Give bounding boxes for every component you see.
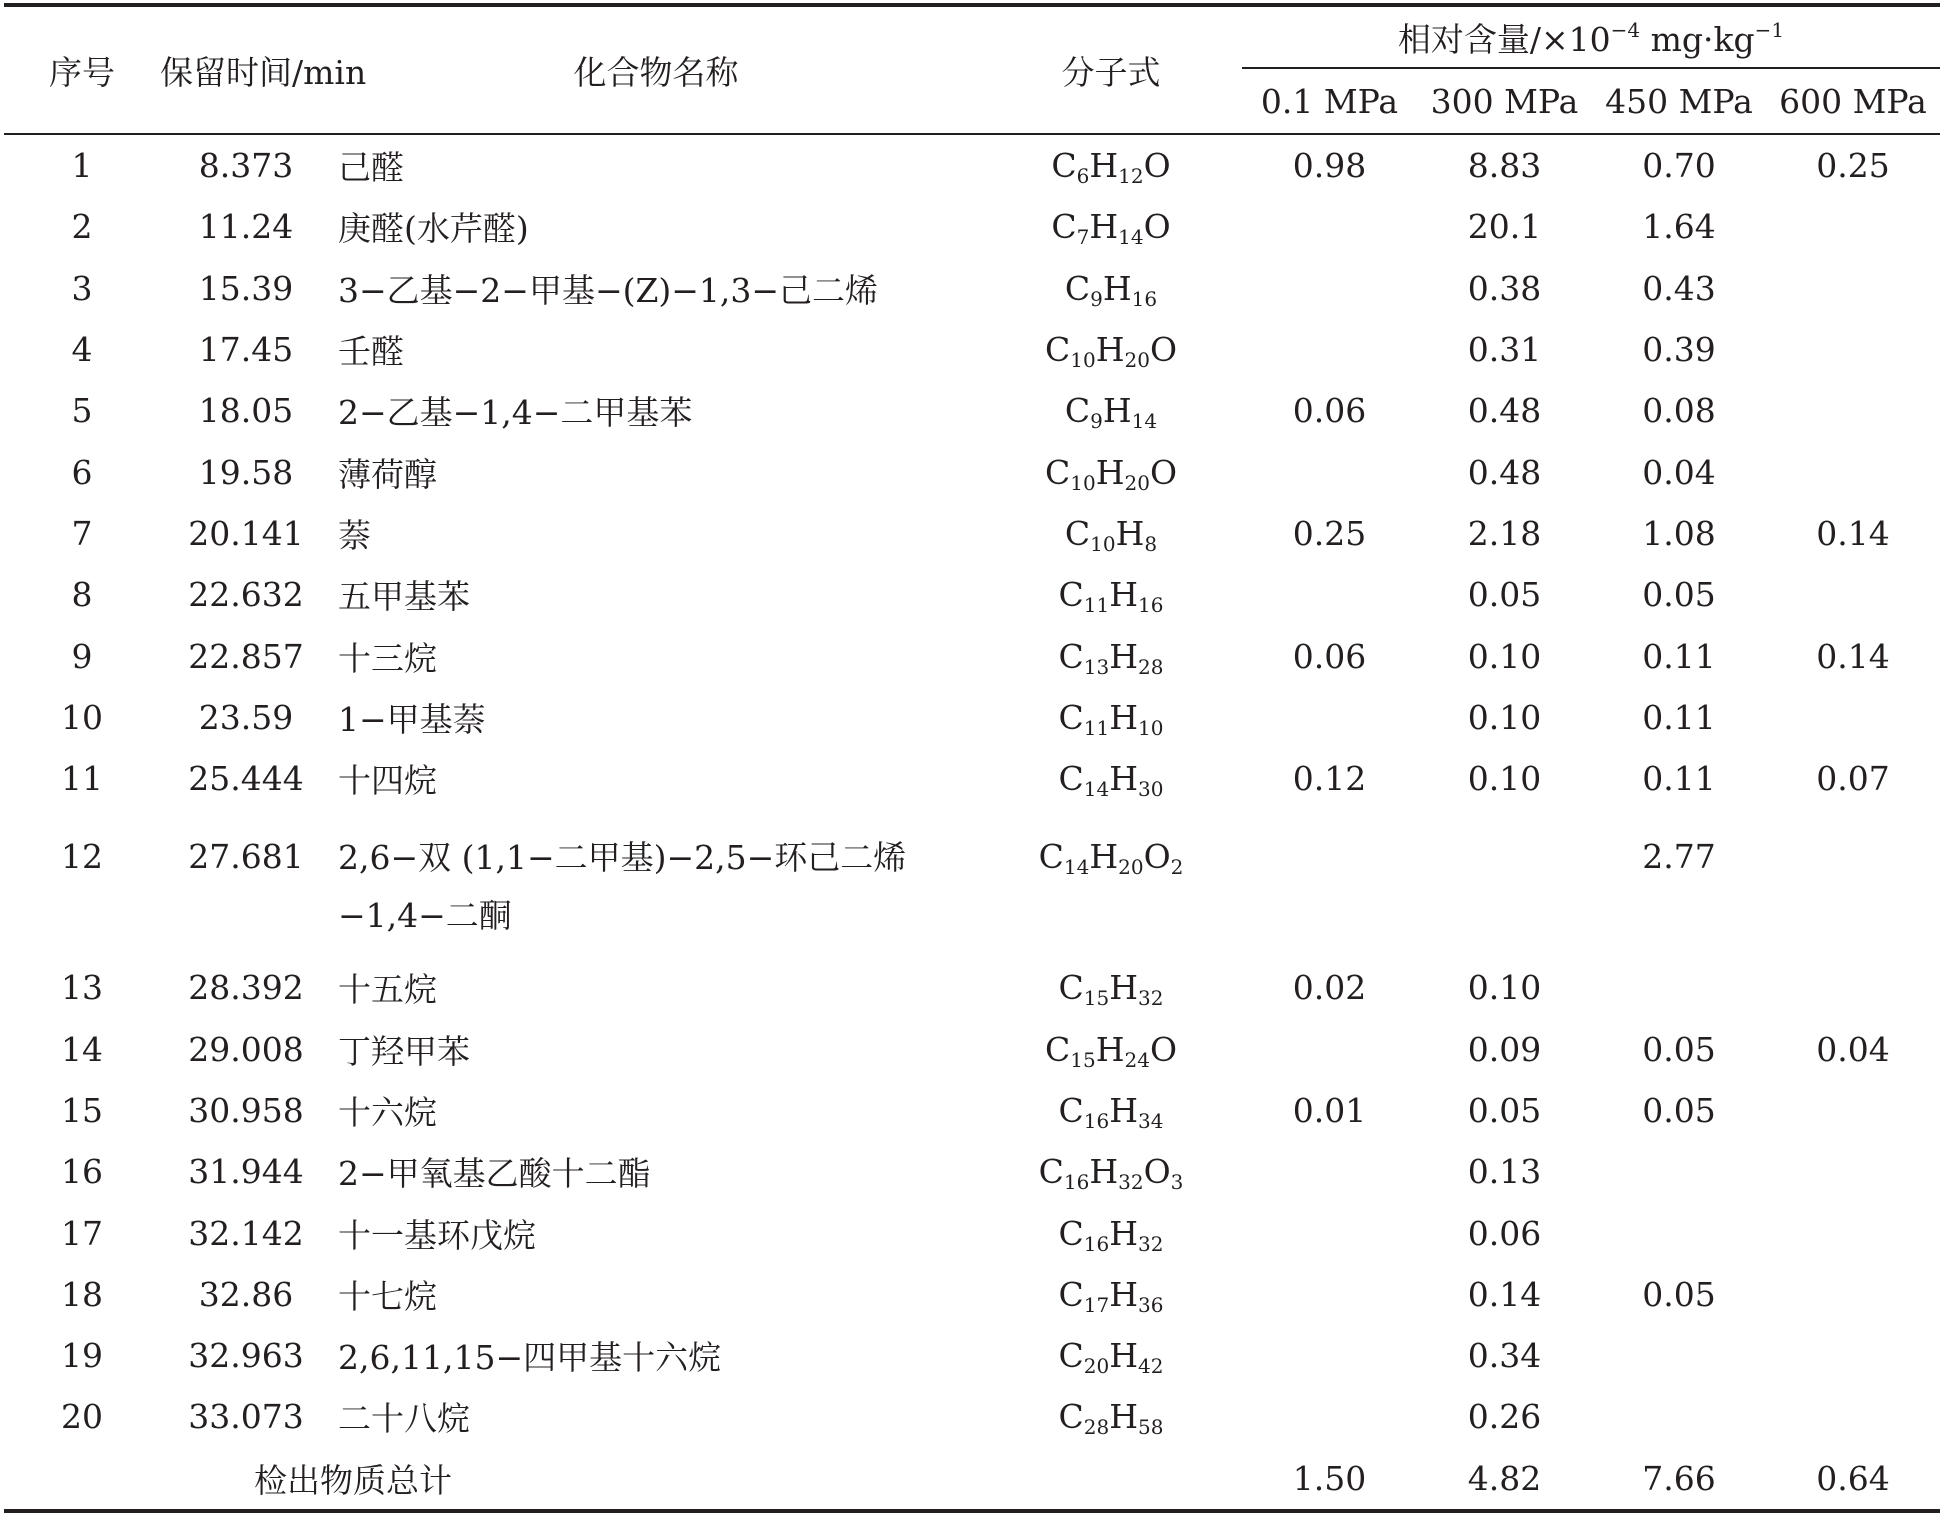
row-value-1: 0.10	[1467, 759, 1542, 799]
row-value-1: 0.48	[1467, 391, 1542, 431]
formula-element: O	[1149, 452, 1177, 492]
header-pressure-0: 0.1 MPa	[1242, 68, 1417, 134]
row-value-3	[1766, 564, 1940, 625]
row-compound-name: 1−甲基萘	[338, 699, 486, 739]
row-index: 5	[71, 391, 93, 431]
formula-subscript: 28	[1083, 1415, 1110, 1440]
row-formula	[980, 687, 1242, 748]
formula-element: C	[1058, 759, 1084, 799]
formula-subscript: 20	[1083, 1354, 1110, 1379]
row-value-2	[1592, 1141, 1766, 1202]
formula-element: O	[1143, 1152, 1171, 1192]
formula-element: H	[1109, 575, 1139, 615]
row-value-3: 0.25	[1816, 146, 1890, 186]
formula-subscript: 7	[1076, 225, 1090, 250]
row-index: 1	[71, 146, 93, 186]
row-value-1	[1417, 809, 1592, 957]
formula-subscript: 24	[1124, 1047, 1150, 1072]
row-compound-name: 3−乙基−2−甲基−(Z)−1,3−己二烯	[338, 270, 879, 310]
formula-element: C	[1051, 207, 1077, 247]
formula-element: H	[1089, 837, 1119, 877]
row-compound-name: 十一基环戊烷	[338, 1215, 536, 1255]
row-value-0	[1242, 1264, 1417, 1325]
row-index: 14	[61, 1029, 103, 1069]
formula-subscript: 32	[1138, 1231, 1164, 1256]
formula-subscript: 36	[1138, 1292, 1164, 1317]
formula-subscript: 58	[1138, 1415, 1164, 1440]
row-retention-time: 19.58	[198, 452, 294, 492]
row-index: 15	[61, 1091, 103, 1130]
table-row	[4, 1386, 1940, 1447]
row-retention-time: 32.963	[188, 1336, 304, 1376]
row-value-3	[1766, 1080, 1940, 1141]
formula-subscript: 6	[1076, 164, 1090, 189]
row-value-2: 0.04	[1642, 452, 1716, 492]
row-value-2	[1592, 1325, 1766, 1386]
row-formula	[980, 134, 1242, 196]
formula-element: H	[1109, 759, 1139, 799]
formula-subscript: 14	[1131, 409, 1158, 434]
row-formula	[980, 1080, 1242, 1141]
row-value-2: 1.08	[1642, 513, 1716, 553]
formula-element: C	[1064, 513, 1091, 553]
total-value-0: 1.50	[1292, 1458, 1367, 1498]
formula-subscript: 42	[1138, 1354, 1164, 1379]
row-value-3	[1766, 809, 1940, 957]
formula-element: H	[1089, 146, 1119, 186]
row-retention-time: 28.392	[188, 968, 304, 1008]
row-value-2: 0.05	[1642, 575, 1716, 615]
formula-subscript: 14	[1083, 777, 1110, 802]
row-value-2	[1592, 957, 1766, 1018]
row-value-2: 1.64	[1642, 207, 1716, 247]
formula-element: C	[1058, 1397, 1084, 1437]
row-value-0: 0.25	[1292, 513, 1367, 553]
formula-element: H	[1109, 1336, 1139, 1376]
row-compound-name: 2,6,11,15−四甲基十六烷	[338, 1338, 722, 1378]
row-value-1: 0.09	[1467, 1029, 1542, 1069]
row-formula	[980, 1325, 1242, 1386]
row-value-1: 0.13	[1467, 1152, 1542, 1192]
formula-element: C	[1064, 268, 1091, 308]
formula-subscript: 20	[1124, 470, 1150, 495]
formula-element: H	[1109, 968, 1139, 1008]
row-value-2: 0.70	[1642, 146, 1716, 186]
row-index: 8	[71, 575, 93, 615]
formula-element: H	[1095, 1029, 1125, 1069]
row-index: 13	[61, 968, 103, 1008]
formula-subscript: 9	[1090, 286, 1103, 311]
row-value-3	[1766, 258, 1940, 319]
row-compound-name: 壬醛	[338, 332, 404, 372]
formula-subscript: 11	[1083, 593, 1110, 618]
row-value-0: 0.06	[1292, 391, 1367, 431]
header-formula: 分子式	[980, 7, 1242, 134]
row-formula	[980, 1386, 1242, 1447]
row-retention-time: 31.944	[188, 1152, 304, 1192]
row-value-0	[1242, 564, 1417, 625]
row-value-3	[1766, 1386, 1940, 1447]
row-value-1: 2.18	[1467, 513, 1542, 553]
formula-element: H	[1102, 391, 1132, 431]
row-formula	[980, 564, 1242, 625]
header-row-1	[4, 7, 1940, 68]
table-row	[4, 1325, 1940, 1386]
total-label: 检出物质总计	[254, 1460, 452, 1500]
row-value-0: 0.12	[1292, 759, 1367, 799]
row-value-1: 0.14	[1467, 1274, 1542, 1314]
row-index: 12	[61, 837, 103, 877]
row-value-3	[1766, 319, 1940, 380]
row-value-3	[1766, 1202, 1940, 1263]
formula-element: C	[1045, 1029, 1071, 1069]
row-retention-time: 20.141	[188, 513, 304, 553]
row-value-2: 0.05	[1642, 1274, 1716, 1314]
total-formula-empty	[980, 1448, 1242, 1509]
row-retention-time: 17.45	[198, 330, 294, 370]
formula-subscript: 20	[1118, 855, 1144, 880]
table-row	[4, 1080, 1940, 1141]
formula-subscript: 3	[1170, 1170, 1184, 1195]
table-row	[4, 1264, 1940, 1325]
formula-element: H	[1109, 1397, 1139, 1437]
row-value-0	[1242, 258, 1417, 319]
row-formula	[980, 503, 1242, 564]
formula-element: C	[1064, 391, 1091, 431]
formula-element: H	[1095, 452, 1125, 492]
formula-element: H	[1109, 697, 1139, 737]
row-value-0	[1242, 1202, 1417, 1263]
table-row	[4, 564, 1940, 625]
row-value-3	[1766, 380, 1940, 441]
row-formula	[980, 625, 1242, 686]
row-value-0	[1242, 687, 1417, 748]
formula-element: C	[1038, 1152, 1064, 1192]
row-formula	[980, 957, 1242, 1018]
row-value-2: 0.39	[1642, 330, 1716, 370]
formula-element: O	[1149, 1029, 1177, 1069]
row-value-3	[1766, 957, 1940, 1018]
table-header	[4, 5, 1940, 134]
row-value-2: 2.77	[1642, 837, 1716, 877]
row-value-2: 0.05	[1642, 1029, 1716, 1069]
formula-element: C	[1045, 330, 1071, 370]
row-compound-name: 十五烷	[338, 970, 437, 1010]
row-formula	[980, 380, 1242, 441]
formula-subscript: 11	[1083, 715, 1110, 740]
formula-element: H	[1109, 1091, 1139, 1130]
row-retention-time: 27.681	[188, 837, 304, 877]
formula-subscript: 10	[1138, 715, 1164, 740]
row-retention-time: 32.142	[188, 1213, 304, 1253]
table-row	[4, 503, 1940, 564]
row-value-3	[1766, 1325, 1940, 1386]
formula-subscript: 16	[1083, 1109, 1110, 1133]
formula-element: H	[1109, 636, 1139, 676]
row-value-0	[1242, 1325, 1417, 1386]
row-retention-time: 15.39	[198, 268, 294, 308]
row-retention-time: 11.24	[198, 207, 294, 247]
row-retention-time: 29.008	[188, 1029, 304, 1069]
row-compound-name: 五甲基苯	[338, 577, 470, 617]
formula-subscript: 8	[1144, 531, 1158, 556]
row-value-1: 0.31	[1467, 330, 1542, 370]
row-index: 10	[61, 697, 103, 737]
table-row	[4, 809, 1940, 957]
row-index: 3	[71, 268, 93, 308]
row-index: 6	[71, 452, 93, 492]
formula-subscript: 15	[1070, 1047, 1096, 1072]
formula-subscript: 9	[1090, 409, 1103, 434]
row-formula	[980, 748, 1242, 809]
formula-element: O	[1143, 837, 1171, 877]
row-index: 16	[61, 1152, 103, 1192]
table-row	[4, 957, 1940, 1018]
row-compound-name: 2,6−双 (1,1−二甲基)−2,5−环己二烯−1,4−二酮	[338, 838, 907, 936]
row-value-1: 0.38	[1467, 268, 1542, 308]
row-value-3	[1766, 196, 1940, 257]
table-body	[4, 134, 1940, 1448]
row-index: 11	[61, 759, 103, 799]
row-formula	[980, 1264, 1242, 1325]
total-row	[4, 1448, 1940, 1509]
formula-element: H	[1115, 513, 1145, 553]
row-value-1: 20.1	[1467, 207, 1542, 247]
table-row	[4, 196, 1940, 257]
row-compound-name: 十四烷	[338, 761, 437, 801]
formula-element: H	[1109, 1213, 1139, 1253]
row-value-0: 0.02	[1292, 968, 1367, 1008]
formula-element: C	[1058, 1091, 1084, 1130]
row-retention-time: 18.05	[198, 391, 294, 431]
row-retention-time: 8.373	[198, 146, 294, 186]
row-value-1: 0.10	[1467, 697, 1542, 737]
row-value-1: 0.48	[1467, 452, 1542, 492]
row-formula	[980, 441, 1242, 502]
row-index: 4	[71, 330, 93, 370]
total-value-1: 4.82	[1467, 1458, 1542, 1498]
row-retention-time: 33.073	[188, 1397, 304, 1437]
formula-subscript: 14	[1118, 225, 1144, 250]
row-retention-time: 32.86	[198, 1274, 294, 1314]
row-value-1: 0.05	[1467, 1091, 1542, 1130]
row-value-0	[1242, 441, 1417, 502]
formula-subscript: 10	[1090, 531, 1116, 556]
row-retention-time: 30.958	[188, 1091, 304, 1130]
total-value-2: 7.66	[1642, 1458, 1716, 1498]
compound-table	[4, 3, 1940, 1513]
row-value-3: 0.07	[1816, 759, 1890, 799]
row-retention-time: 25.444	[188, 759, 304, 799]
header-pressure-1: 300 MPa	[1417, 68, 1592, 134]
row-value-0	[1242, 1386, 1417, 1447]
table-row	[4, 687, 1940, 748]
row-retention-time: 22.632	[188, 575, 304, 615]
row-value-2: 0.08	[1642, 391, 1716, 431]
formula-element: O	[1143, 207, 1171, 247]
row-compound-name: 萘	[338, 515, 371, 555]
formula-element: C	[1045, 452, 1071, 492]
row-value-1: 0.26	[1467, 1397, 1542, 1437]
formula-subscript: 2	[1170, 855, 1184, 880]
header-compound-name: 化合物名称	[332, 7, 980, 134]
row-value-0: 0.06	[1292, 636, 1367, 676]
table-row	[4, 319, 1940, 380]
table-row	[4, 380, 1940, 441]
row-formula	[980, 1202, 1242, 1263]
formula-element: C	[1058, 1213, 1084, 1253]
row-value-2: 0.11	[1642, 697, 1716, 737]
row-index: 19	[61, 1336, 103, 1376]
table-row	[4, 134, 1940, 196]
row-value-0	[1242, 809, 1417, 957]
row-index: 17	[61, 1213, 103, 1253]
formula-subscript: 13	[1083, 654, 1110, 679]
formula-element: H	[1089, 1152, 1119, 1192]
row-retention-time: 23.59	[198, 697, 294, 737]
header-relative-content-unit: mg·kg	[1640, 19, 1755, 59]
formula-subscript: 10	[1070, 348, 1096, 373]
table-row	[4, 1019, 1940, 1080]
header-retention-time: 保留时间/min	[160, 7, 332, 134]
formula-element: H	[1109, 1274, 1139, 1314]
row-formula	[980, 809, 1242, 957]
table-row	[4, 258, 1940, 319]
row-formula	[980, 196, 1242, 257]
formula-subscript: 16	[1063, 1170, 1090, 1195]
table-row	[4, 1202, 1940, 1263]
row-index: 7	[71, 513, 93, 553]
formula-element: H	[1089, 207, 1119, 247]
formula-element: O	[1149, 330, 1177, 370]
row-index: 18	[61, 1274, 103, 1314]
formula-element: H	[1102, 268, 1132, 308]
table-row	[4, 441, 1940, 502]
row-compound-name: 十三烷	[338, 638, 437, 678]
formula-subscript: 16	[1083, 1231, 1110, 1256]
formula-element: C	[1058, 1336, 1084, 1376]
formula-subscript: 12	[1118, 164, 1144, 189]
row-value-2	[1592, 1386, 1766, 1447]
row-value-2: 0.11	[1642, 636, 1716, 676]
row-compound-name: 十六烷	[338, 1093, 437, 1132]
formula-subscript: 32	[1118, 1170, 1144, 1195]
row-value-2: 0.11	[1642, 759, 1716, 799]
formula-subscript: 34	[1138, 1109, 1164, 1133]
formula-subscript: 16	[1131, 286, 1158, 311]
row-value-3	[1766, 441, 1940, 502]
header-relative-content-exp2: −1	[1754, 17, 1785, 42]
table-row	[4, 1141, 1940, 1202]
row-compound-name: 二十八烷	[338, 1399, 470, 1439]
row-compound-name: 庚醛(水芹醛)	[338, 209, 529, 249]
formula-subscript: 28	[1138, 654, 1164, 679]
table-row	[4, 748, 1940, 809]
row-value-1: 0.05	[1467, 575, 1542, 615]
formula-element: H	[1095, 330, 1125, 370]
row-index: 20	[61, 1397, 103, 1437]
bottom-rule	[4, 1509, 1940, 1511]
formula-subscript: 16	[1138, 593, 1164, 618]
formula-element: O	[1143, 146, 1171, 186]
row-retention-time: 22.857	[188, 636, 304, 676]
header-relative-content-exp: −4	[1610, 17, 1641, 42]
row-value-0	[1242, 1019, 1417, 1080]
formula-subscript: 15	[1083, 986, 1110, 1011]
formula-element: C	[1058, 636, 1084, 676]
row-compound-name: 薄荷醇	[338, 454, 437, 494]
header-pressure-2: 450 MPa	[1592, 68, 1766, 134]
row-formula	[980, 1141, 1242, 1202]
formula-subscript: 17	[1083, 1292, 1110, 1317]
row-value-1: 0.10	[1467, 636, 1542, 676]
row-value-3: 0.14	[1816, 513, 1890, 553]
row-compound-name: 2−乙基−1,4−二甲基苯	[338, 393, 693, 433]
header-relative-content-prefix: 相对含量/×10	[1397, 19, 1611, 59]
formula-element: C	[1058, 575, 1084, 615]
formula-subscript: 30	[1138, 777, 1164, 802]
row-value-3	[1766, 1141, 1940, 1202]
row-value-1: 0.34	[1467, 1336, 1542, 1376]
header-index: 序号	[4, 7, 160, 134]
row-value-0: 0.01	[1292, 1091, 1367, 1130]
formula-element: C	[1058, 968, 1084, 1008]
formula-subscript: 14	[1063, 855, 1090, 880]
row-value-2	[1592, 1202, 1766, 1263]
row-value-2: 0.43	[1642, 268, 1716, 308]
formula-element: C	[1038, 837, 1064, 877]
row-value-2: 0.05	[1642, 1091, 1716, 1130]
row-compound-name: 己醛	[338, 148, 404, 188]
row-formula	[980, 319, 1242, 380]
row-value-0	[1242, 1141, 1417, 1202]
row-index: 9	[71, 636, 93, 676]
row-value-0	[1242, 196, 1417, 257]
row-formula	[980, 1019, 1242, 1080]
header-pressure-3: 600 MPa	[1766, 68, 1940, 134]
formula-element: C	[1051, 146, 1077, 186]
formula-subscript: 32	[1138, 986, 1164, 1011]
row-value-1: 0.10	[1467, 968, 1542, 1008]
formula-element: C	[1058, 697, 1084, 737]
row-value-3	[1766, 687, 1940, 748]
row-value-3: 0.14	[1816, 636, 1890, 676]
row-value-1: 8.83	[1467, 146, 1542, 186]
row-value-3	[1766, 1264, 1940, 1325]
row-formula	[980, 258, 1242, 319]
header-relative-content	[1242, 7, 1940, 68]
row-index: 2	[71, 207, 93, 247]
table-footer	[4, 1448, 1940, 1511]
table-row	[4, 625, 1940, 686]
formula-subscript: 10	[1070, 470, 1096, 495]
row-value-1: 0.06	[1467, 1213, 1542, 1253]
row-compound-name: 2−甲氧基乙酸十二酯	[338, 1154, 651, 1194]
row-value-0	[1242, 319, 1417, 380]
formula-element: C	[1058, 1274, 1084, 1314]
row-value-3: 0.04	[1816, 1029, 1890, 1069]
row-compound-name: 十七烷	[338, 1276, 437, 1316]
formula-subscript: 20	[1124, 348, 1150, 373]
total-value-3: 0.64	[1816, 1458, 1890, 1498]
row-value-0: 0.98	[1292, 146, 1367, 186]
row-compound-name: 丁羟甲苯	[338, 1031, 470, 1071]
